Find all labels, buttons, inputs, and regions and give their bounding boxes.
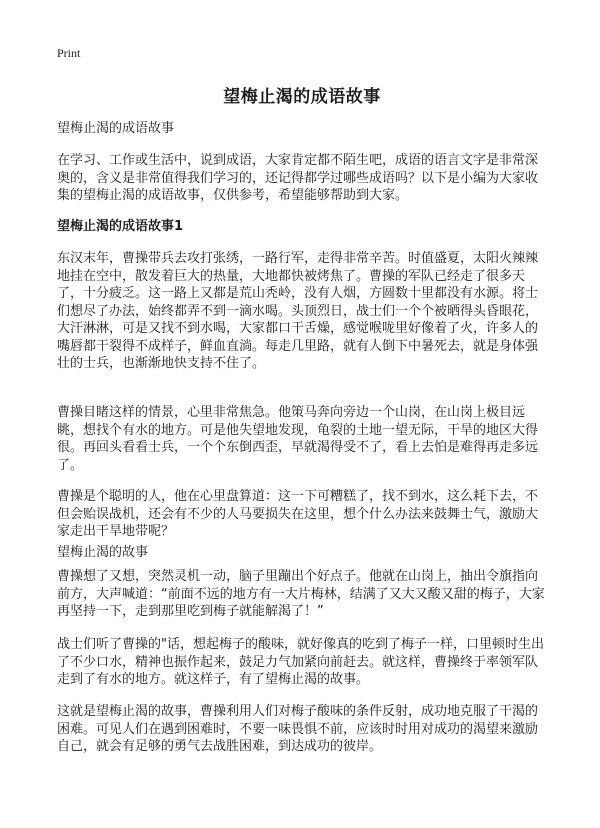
paragraph-2: 曹操目睹这样的情景，心里非常焦急。他策马奔向旁边一个山岗，在山岗上极目远眺，想找个有水的地方。可是他失望地发现，龟裂的土地一望无际，干旱的地区大得很。再回头看看士兵，一个个东倒西歪，早就渴得受不了，看上去怕是难得再走多远了。 [57,405,539,473]
section-heading-1: 望梅止渴的成语故事1 [57,219,184,234]
paragraph-3: 曹操是个聪明的人，他在心里盘算道：这一下可糟糕了，找不到水，这么耗下去，不但会贻误战机，还会有不少的人马要损失在这里，想个什么办法来鼓舞士气，激励大家走出干旱地带呢？ [57,489,539,539]
paragraph-6: 这就是望梅止渴的故事，曹操利用人们对梅子酸味的条件反射，成功地克服了干渴的困难。可见人们在遇到困难时，不要一味畏惧不前，应该时时用对成功的渴望来激励自己，就会有足够的勇气去战胜困难，到达成功的彼岸。 [57,704,539,754]
paragraph-1: 东汉末年，曹操带兵去攻打张绣，一路行军，走得非常辛苦。时值盛夏，太阳火辣辣地挂在空中，散发着巨大的热量，大地都快被烤焦了。曹操的军队已经走了很多天了，十分疲乏。这一路上又都是荒山秃岭，没有人烟，方圆数十里都没有水源。将士们想尽了办法，始终都弄不到一滴水喝。头顶烈日，战士们一个个被晒得头昏眼花，大汗淋淋，可是又找不到水喝，大家都口干舌燥，感觉喉咙里好像着了火，许多人的嘴唇都干裂得不成样子，鲜血直淌。每走几里路，就有人倒下中暑死去，就是身体强壮的士兵，也渐渐地快支持不住了。 [57,251,539,371]
paragraph-4: 曹操想了又想，突然灵机一动，脑子里蹦出个好点子。他就在山岗上，抽出令旗指向前方，大声喊道：“前面不远的地方有一大片梅林，结满了又大又酸又甜的梅子，大家再坚持一下，走到那里吃到梅子就能解渴了！” [57,569,545,619]
intro-paragraph: 在学习、工作或生活中，说到成语，大家肯定都不陌生吧，成语的语言文字是非常深奥的，含义是非常值得我们学习的，还记得都学过哪些成语吗？以下是小编为大家收集的望梅止渴的成语故事，仅供参考，希望能够帮助到大家。 [57,153,539,203]
paragraph-5: 战士们听了曹操的"话，想起梅子的酸味，就好像真的吃到了梅子一样，口里顿时生出了不少口水，精神也振作起来，鼓足力气加紧向前赶去。就这样，曹操终于率领军队走到了有水的地方。就这样子，有了望梅止渴的故事。 [57,637,544,687]
section-heading-2: 望梅止渴的故事 [57,545,149,560]
page-title: 望梅止渴的成语故事 [223,87,381,107]
print-link[interactable]: Print [57,46,81,60]
subtitle: 望梅止渴的成语故事 [57,121,175,136]
